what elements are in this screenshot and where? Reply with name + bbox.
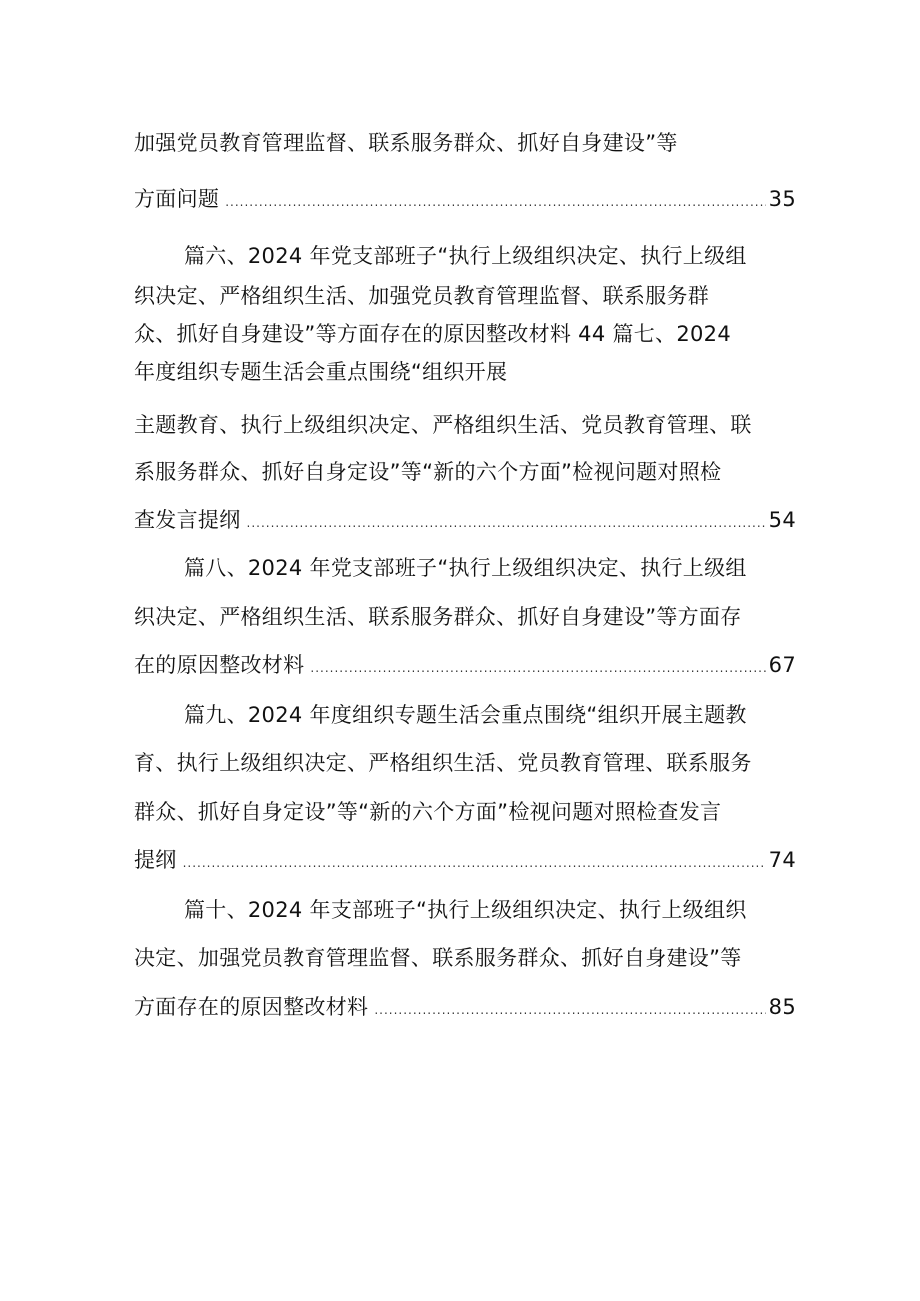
page-number: 54 bbox=[768, 508, 796, 532]
toc-text: 年度组织专题生活会重点围绕“组织开展 bbox=[134, 360, 508, 384]
toc-text: 方面存在的原因整改材料 bbox=[134, 995, 369, 1019]
toc-text: 系服务群众、抓好自身定设”等“新的六个方面”检视问题对照检 bbox=[134, 460, 722, 484]
toc-line bbox=[134, 276, 796, 316]
page-number: 67 bbox=[768, 653, 796, 677]
page-number: 35 bbox=[768, 187, 796, 211]
dot-leader bbox=[374, 990, 765, 1027]
toc-text: 织决定、严格组织生活、加强党员教育管理监督、联系服务群 bbox=[134, 284, 710, 308]
toc-line bbox=[184, 695, 796, 735]
toc-line bbox=[134, 314, 796, 354]
toc-text: 方面问题 bbox=[134, 187, 220, 211]
toc-text: 群众、抓好自身定设”等“新的六个方面”检视问题对照检查发言 bbox=[134, 800, 722, 824]
dot-leader bbox=[183, 843, 766, 880]
toc-entry-line[interactable] bbox=[134, 645, 796, 685]
toc-line bbox=[134, 452, 796, 492]
toc-line bbox=[134, 938, 796, 978]
toc-text: 提纲 bbox=[134, 848, 177, 872]
toc-line bbox=[134, 743, 796, 783]
toc-line bbox=[134, 352, 796, 392]
dot-leader bbox=[310, 648, 765, 685]
toc-text: 众、抓好自身建设”等方面存在的原因整改材料 44 篇七、2024 bbox=[134, 322, 731, 346]
toc-text: 在的原因整改材料 bbox=[134, 653, 305, 677]
toc-text: 育、执行上级组织决定、严格组织生活、党员教育管理、联系服务 bbox=[134, 751, 752, 775]
toc-text: 织决定、严格组织生活、联系服务群众、抓好自身建设”等方面存 bbox=[134, 605, 742, 629]
dot-leader bbox=[225, 182, 765, 219]
toc-text: 篇八、2024 年党支部班子“执行上级组织决定、执行上级组 bbox=[184, 556, 747, 580]
toc-text: 主题教育、执行上级组织决定、严格组织生活、党员教育管理、联 bbox=[134, 413, 752, 437]
toc-text: 篇十、2024 年支部班子“执行上级组织决定、执行上级组织 bbox=[184, 898, 747, 922]
toc-line bbox=[184, 236, 796, 276]
toc-entry-line[interactable] bbox=[134, 987, 796, 1027]
toc-text: 查发言提纲 bbox=[134, 508, 241, 532]
toc-text: 决定、加强党员教育管理监督、联系服务群众、抓好自身建设”等 bbox=[134, 946, 742, 970]
toc-line bbox=[134, 405, 796, 445]
toc-line bbox=[184, 548, 796, 588]
dot-leader bbox=[247, 503, 766, 540]
toc-line bbox=[134, 597, 796, 637]
toc-entry-line[interactable] bbox=[134, 840, 796, 880]
toc-line bbox=[134, 792, 796, 832]
toc-text: 加强党员教育管理监督、联系服务群众、抓好自身建设”等 bbox=[134, 131, 678, 155]
page-number: 74 bbox=[768, 848, 796, 872]
toc-entry-line[interactable] bbox=[134, 500, 796, 540]
toc-text: 篇六、2024 年党支部班子“执行上级组织决定、执行上级组 bbox=[184, 244, 747, 268]
toc-line bbox=[134, 123, 796, 163]
toc-line bbox=[184, 890, 796, 930]
toc-text: 篇九、2024 年度组织专题生活会重点围绕“组织开展主题教 bbox=[184, 703, 747, 727]
page-number: 85 bbox=[768, 995, 796, 1019]
toc-entry-line[interactable] bbox=[134, 179, 796, 219]
